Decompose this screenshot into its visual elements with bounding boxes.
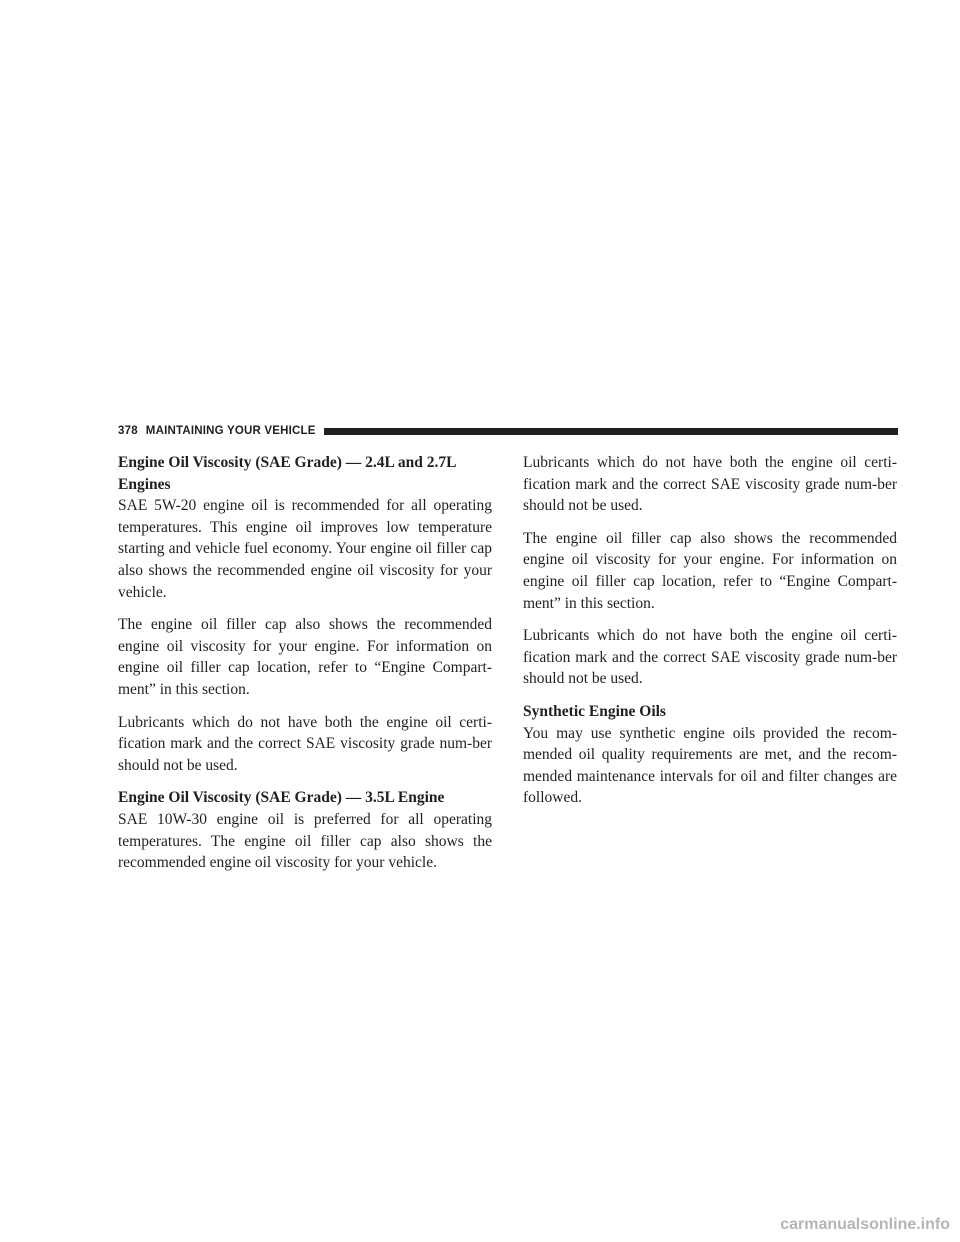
paragraph-10w30: SAE 10W-30 engine oil is preferred for all operating temperatures. The engine oil filler cap also shows the recommended engine oil viscosity for your vehicle.: [118, 810, 492, 872]
section-title: MAINTAINING YOUR VEHICLE: [145, 425, 316, 437]
heading-viscosity-24-27: Engine Oil Viscosity (SAE Grade) — 2.4L and 2.7L Engines: [118, 454, 456, 493]
heading-viscosity-35: Engine Oil Viscosity (SAE Grade) — 3.5L Engine: [118, 789, 445, 807]
heading-synthetic-oils: Synthetic Engine Oils: [523, 702, 666, 720]
left-column: [118, 452, 492, 885]
page-number: 378: [118, 425, 138, 437]
paragraph-5w20: SAE 5W-20 engine oil is recommended for all operating temperatures. This engine oil improves low temperature starting and vehicle fuel economy. Your engine oil filler cap also shows the recommended engine oil viscosity for your vehicle.: [118, 497, 492, 601]
header-rule: [324, 428, 898, 435]
paragraph-synthetic: You may use synthetic engine oils provided the recom-mended oil quality requirements are met, and the recom-mended maintenance intervals for oil and filter changes are followed.: [523, 724, 897, 807]
right-column: [523, 452, 897, 820]
page-header: [118, 424, 898, 438]
paragraph-lubricants-3: Lubricants which do not have both the engine oil certi-fication mark and the correct SAE viscosity grade num-ber should not be used.: [523, 627, 897, 688]
paragraph-lubricants: Lubricants which do not have both the engine oil certi-fication mark and the correct SAE viscosity grade num-ber should not be used.: [118, 713, 492, 774]
paragraph-lubricants-2: Lubricants which do not have both the engine oil certi-fication mark and the correct SAE viscosity grade num-ber should not be used.: [523, 454, 897, 515]
watermark: carmanualsonline.info: [780, 1216, 950, 1233]
paragraph-filler-cap: The engine oil filler cap also shows the recommended engine oil viscosity for your engine. For information on engine oil filler cap location, refer to “Engine Compart-ment” in this section.: [118, 616, 492, 698]
paragraph-filler-cap-2: The engine oil filler cap also shows the recommended engine oil viscosity for your engine. For information on engine oil filler cap location, refer to “Engine Compart-ment” in this section.: [523, 529, 897, 612]
